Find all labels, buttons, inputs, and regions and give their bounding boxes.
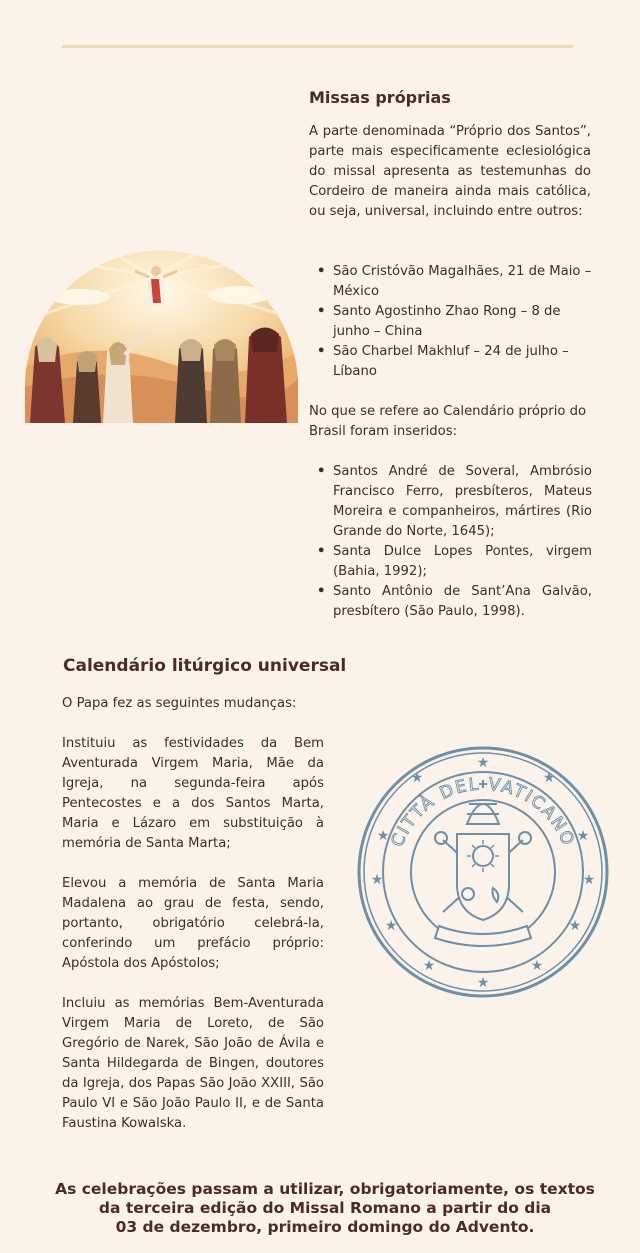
saints-list: [309, 262, 592, 382]
footer-notice: [30, 1180, 620, 1237]
svg-text:★: ★: [476, 755, 490, 771]
svg-text:★: ★: [576, 828, 590, 844]
svg-text:★: ★: [410, 770, 424, 786]
section-heading-missas: Missas próprias: [309, 88, 451, 107]
top-divider: [62, 45, 573, 48]
svg-text:★: ★: [582, 872, 596, 888]
list-item: • São Cristóvão Magalhães, 21 de Maio – México: [309, 262, 592, 302]
list-item: • Santo Antônio de Sant’Ana Galvão, presbítero (São Paulo, 1998).: [309, 582, 592, 622]
list-item: • Santos André de Soveral, Ambrósio Francisco Ferro, presbíteros, Mateus Moreira e companheiros, mártires (Rio Grande do Norte, 1645);: [309, 462, 592, 542]
brasil-saints-list: [309, 462, 592, 622]
footer-line: As celebrações passam a utilizar, obrigatoriamente, os textos: [55, 1180, 595, 1198]
list-item: • São Charbel Makhluf – 24 de julho – Líbano: [309, 342, 592, 382]
missas-intro: A parte denominada “Próprio dos Santos”, parte mais especificamente eclesiológica do missal apresenta as testemunhas do Cordeiro de maneira ainda mais católica, ou seja, universal, incluindo entre outros:: [309, 124, 591, 219]
footer-line: 03 de dezembro, primeiro domingo do Advento.: [115, 1218, 535, 1236]
svg-text:★: ★: [376, 828, 390, 844]
svg-text:★: ★: [530, 958, 544, 974]
svg-text:★: ★: [384, 918, 398, 934]
calendario-body: [62, 694, 324, 1154]
list-item: • Santo Agostinho Zhao Rong – 8 de junho – China: [309, 302, 592, 342]
svg-text:★: ★: [542, 770, 556, 786]
svg-text:★: ★: [422, 958, 436, 974]
footer-line: da terceira edição do Missal Romano a partir do dia: [98, 1199, 552, 1217]
svg-text:★: ★: [370, 872, 384, 888]
calendario-paragraph: Elevou a memória de Santa Maria Madalena ao grau de festa, sendo, portanto, obrigatório celebrá-la, conferindo um prefácio próprio: Apóstola dos Apóstolos;: [62, 876, 324, 971]
calendario-paragraph: Instituiu as festividades da Bem Aventurada Virgem Maria, Mãe da Igreja, na segunda-feira após Pentecostes e a dos Santos Marta, Maria e Lázaro em substituição à memória de Santa Marta;: [62, 736, 324, 851]
svg-text:★: ★: [568, 918, 582, 934]
list-item: • Santa Dulce Lopes Pontes, virgem (Bahia, 1992);: [309, 542, 592, 582]
brasil-intro: No que se refere ao Calendário próprio do Brasil foram inseridos:: [309, 404, 587, 439]
seal-text: CITTÀ DEL VATICANO: [387, 774, 579, 850]
calendario-intro: O Papa fez as seguintes mudanças:: [62, 696, 297, 711]
ascension-illustration: [25, 237, 298, 423]
svg-text:★: ★: [476, 975, 490, 991]
vatican-seal-icon: [355, 744, 611, 1000]
section-heading-calendario: Calendário litúrgico universal: [63, 656, 347, 676]
calendario-paragraph: Incluiu as memórias Bem-Aventurada Virgem Maria de Loreto, de São Gregório de Narek, São João de Ávila e Santa Hildegarda de Bingen, doutores da Igreja, dos Papas São João XXIII, São Paulo VI e São João Paulo II, e de Santa Faustina Kowalska.: [62, 996, 324, 1131]
